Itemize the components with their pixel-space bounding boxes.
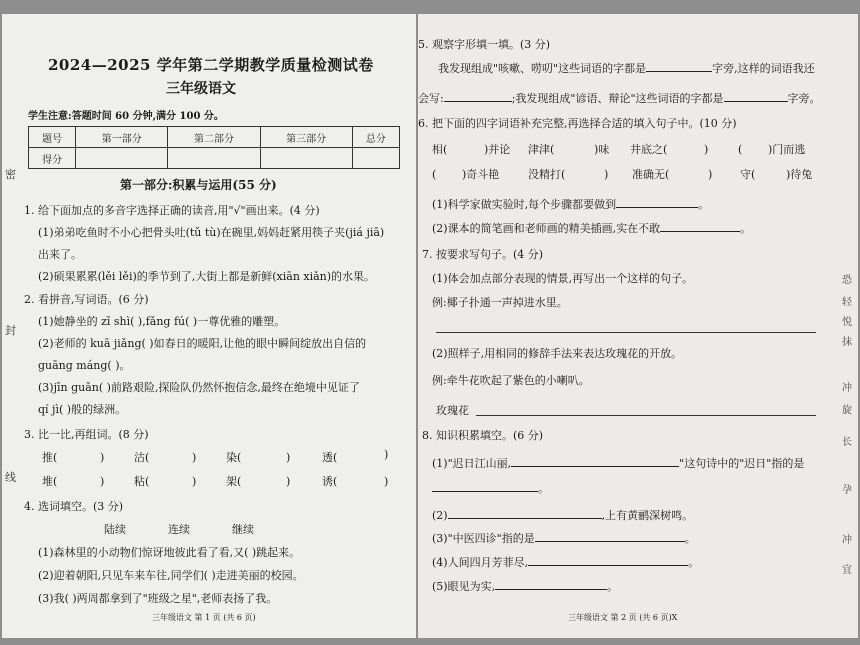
q6-blank-2[interactable] xyxy=(660,220,740,232)
score-cell[interactable] xyxy=(352,148,399,169)
q2-sentence-3b: qí jì( )般的绿洲。 xyxy=(38,403,127,416)
score-cell[interactable] xyxy=(168,148,260,169)
q3-char-6: 粘( xyxy=(134,475,150,488)
q8-blank-6[interactable] xyxy=(495,578,607,590)
exam-subtitle: 三年级语文 xyxy=(166,81,236,97)
gutter-char: 宜 xyxy=(842,565,852,576)
q2-sentence-2a: (2)老师的 kuā jiǎng( )如春日的暖阳,让他的眼中瞬间绽放出自信的 xyxy=(38,337,367,350)
q5-line-2 xyxy=(418,90,821,106)
q5-stem: 5. 观察字形填一填。(3 分) xyxy=(418,38,551,51)
q6-sentence-1 xyxy=(432,196,709,212)
q8-blank-4[interactable] xyxy=(535,530,685,542)
q8-item-4 xyxy=(432,554,699,570)
q5-blank-1[interactable] xyxy=(646,60,712,72)
q3-char-3: 染( xyxy=(226,451,242,464)
q3-char-2: 沽( xyxy=(134,451,150,464)
q7-answer-line-1[interactable] xyxy=(436,332,816,333)
page-1-footer: 三年级语文 第 1 页 (共 6 页) xyxy=(152,613,256,622)
q2-sentence-3a: (3)jīn guǎn( )前路艰险,探险队仍然怀抱信念,最终在绝境中见证了 xyxy=(38,381,360,394)
q6-word-4b: )门而逃 xyxy=(768,143,806,156)
part1-title: 第一部分:积累与运用(55 分) xyxy=(120,178,277,192)
q3-paren-close: ) xyxy=(286,451,291,464)
q6-sentence-2 xyxy=(432,220,751,236)
gutter-char: 悦 xyxy=(842,317,852,328)
q6-word-1a: 相( xyxy=(432,143,448,156)
score-header-cell: 第二部分 xyxy=(168,127,260,148)
score-row-label: 得分 xyxy=(29,148,76,169)
q8-item-5-text: (5)眼见为实, xyxy=(432,580,496,593)
q8-item-4-text: (4)人间四月芳菲尽, xyxy=(432,556,529,569)
q4-option-3: 继续 xyxy=(232,523,254,536)
q3-char-5: 堆( xyxy=(42,475,58,488)
q3-paren-close: ) xyxy=(384,448,389,461)
q8-blank-3[interactable] xyxy=(448,507,602,519)
q7-example-2: 例:牵牛花吹起了紫色的小喇叭。 xyxy=(432,374,590,387)
q6-word-4a: ( xyxy=(738,143,743,156)
q6-sentence-1-text: (1)科学家做实验时,每个步骤都要做到 xyxy=(432,198,617,211)
q8-period-1: 。 xyxy=(538,482,549,495)
score-header-cell: 总分 xyxy=(352,127,399,148)
q2-sentence-2b: guāng máng( )。 xyxy=(38,359,131,372)
q8-period-2: 。 xyxy=(684,532,696,545)
q5-text-3: 会写: xyxy=(418,92,444,105)
q3-paren-close: ) xyxy=(100,451,105,464)
q8-blank-2[interactable] xyxy=(432,480,538,492)
gutter-char: 旋 xyxy=(842,405,852,416)
q7-task-1: (1)体会加点部分表现的情景,再写出一个这样的句子。 xyxy=(432,272,694,285)
q2-sentence-1: (1)她静坐的 zī shì( ),fǎng fú( )一尊优雅的雕塑。 xyxy=(38,315,286,328)
q8-item-3 xyxy=(432,530,696,546)
q6-period-1: 。 xyxy=(698,198,710,211)
q8-item-5 xyxy=(432,578,618,594)
q7-task-2: (2)照样子,用相同的修辞手法来表达玫瑰花的开放。 xyxy=(432,347,683,360)
gutter-char: 轻 xyxy=(842,297,852,308)
q3-paren-close: ) xyxy=(192,451,197,464)
q3-paren-close: ) xyxy=(286,475,291,488)
q6-stem: 6. 把下面的四字词语补充完整,再选择合适的填入句子中。(10 分) xyxy=(418,117,737,130)
q6-sentence-2-text: (2)课本的简笔画和老师画的精美插画,实在不敢 xyxy=(432,222,661,235)
score-header-cell: 题号 xyxy=(29,127,76,148)
q7-example-1: 例:椰子扑通一声掉进水里。 xyxy=(432,296,568,309)
gutter-char: 孕 xyxy=(842,485,852,496)
exam-title: 2024—2025 学年第二学期教学质量检测试卷 xyxy=(48,56,374,74)
q6-word-7a: 准确无( xyxy=(632,168,670,181)
q6-word-2b: )味 xyxy=(594,143,610,156)
q3-stem: 3. 比一比,再组词。(8 分) xyxy=(24,428,149,441)
gutter-char: 长 xyxy=(842,437,852,448)
q6-word-1b: )并论 xyxy=(484,143,511,156)
exam-page-1 xyxy=(2,14,416,638)
seal-mark-mi: 密 xyxy=(5,168,16,181)
gutter-char: 抹 xyxy=(842,337,852,348)
q4-sentence-2: (2)迎着朝阳,只见车来车往,同学们( )走进美丽的校园。 xyxy=(38,569,304,582)
score-table xyxy=(28,126,400,169)
gutter-char: 恐 xyxy=(842,275,852,286)
score-cell[interactable] xyxy=(260,148,352,169)
q6-word-8b: )待兔 xyxy=(786,168,813,181)
q5-text-4: ;我发现组成"谚语、辩论"这些词语的字都是 xyxy=(511,92,724,105)
q8-blank-5[interactable] xyxy=(528,554,688,566)
q8-item-2-text-b: ,上有黄鹂深树鸣。 xyxy=(601,509,694,522)
q8-blank-1[interactable] xyxy=(511,455,679,467)
q8-item-1-text-a: (1)"迟日江山丽, xyxy=(432,457,512,470)
q8-stem: 8. 知识积累填空。(6 分) xyxy=(422,429,544,442)
student-notice: 学生注意:答题时间 60 分钟,满分 100 分。 xyxy=(28,111,224,122)
q4-option-2: 连续 xyxy=(168,523,190,536)
q3-char-8: 诱( xyxy=(322,475,338,488)
q5-blank-3[interactable] xyxy=(724,90,788,102)
q6-word-5a: ( xyxy=(432,168,437,181)
q6-word-6b: ) xyxy=(604,168,609,181)
score-cell[interactable] xyxy=(76,148,168,169)
q3-paren-close: ) xyxy=(192,475,197,488)
q8-period-4: 。 xyxy=(607,580,619,593)
q8-period-3: 。 xyxy=(688,556,700,569)
q8-item-3-text: (3)"中医四诊"指的是 xyxy=(432,532,535,545)
score-table-header-row xyxy=(29,127,400,148)
q6-word-5b: )奇斗艳 xyxy=(462,168,500,181)
q3-char-4: 透( xyxy=(322,451,338,464)
q7-answer-line-2[interactable] xyxy=(476,415,816,416)
q6-blank-1[interactable] xyxy=(616,196,698,208)
q6-word-8a: 守( xyxy=(740,168,756,181)
seal-mark-feng: 封 xyxy=(5,324,16,337)
q1-stem: 1. 给下面加点的多音字选择正确的读音,用"√"画出来。(4 分) xyxy=(24,204,320,217)
q5-line-1 xyxy=(438,60,815,76)
q4-sentence-1: (1)森林里的小动物们惊讶地彼此看了看,又( )跳起来。 xyxy=(38,546,301,559)
q8-item-1-cont xyxy=(432,480,549,496)
q5-text-1: 我发现组成"咳嗽、唠叨"这些词语的字都是 xyxy=(438,62,647,75)
page-2-footer: 三年级语文 第 2 页 (共 6 页)X xyxy=(568,613,678,622)
q6-word-7b: ) xyxy=(708,168,713,181)
q3-char-1: 推( xyxy=(42,451,58,464)
q7-stem: 7. 按要求写句子。(4 分) xyxy=(422,248,544,261)
q1-sentence-1b: 出来了。 xyxy=(38,248,82,261)
q1-sentence-1a: (1)弟弟吃鱼时不小心把骨头吐(tǔ tù)在碗里,妈妈赶紧用筷子夹(jiá jiā) xyxy=(38,226,385,239)
q1-sentence-2: (2)硕果累累(lěi lěi)的季节到了,大街上都是新鲜(xiān xiǎn)的水果。 xyxy=(38,270,376,283)
exam-page-2 xyxy=(418,14,858,638)
q3-char-7: 架( xyxy=(226,475,242,488)
q6-period-2: 。 xyxy=(740,222,752,235)
q8-item-1-text-b: "这句诗中的"迟日"指的是 xyxy=(679,457,805,470)
q6-word-2a: 津津( xyxy=(528,143,555,156)
q6-word-3a: 井底之( xyxy=(630,143,668,156)
q5-blank-2[interactable] xyxy=(444,90,512,102)
gutter-char: 冲 xyxy=(842,383,852,394)
score-table-score-row xyxy=(29,148,400,169)
seal-mark-xian: 线 xyxy=(5,471,16,484)
score-header-cell: 第一部分 xyxy=(76,127,168,148)
q3-paren-close: ) xyxy=(384,475,389,488)
q8-item-1 xyxy=(432,455,804,471)
q3-paren-close: ) xyxy=(100,475,105,488)
q4-stem: 4. 选词填空。(3 分) xyxy=(24,500,124,513)
q4-sentence-3: (3)我( )两周都拿到了"班级之星",老师表扬了我。 xyxy=(38,592,278,605)
q4-option-1: 陆续 xyxy=(104,523,126,536)
q6-word-3b: ) xyxy=(704,143,709,156)
score-header-cell: 第三部分 xyxy=(260,127,352,148)
q2-stem: 2. 看拼音,写词语。(6 分) xyxy=(24,293,149,306)
q6-word-6a: 没精打( xyxy=(528,168,566,181)
q8-item-2 xyxy=(432,507,693,523)
q5-text-2: 字旁,这样的词语我还 xyxy=(712,62,815,75)
q7-rose-prompt: 玫瑰花 xyxy=(436,404,469,417)
gutter-char: 冲 xyxy=(842,535,852,546)
q8-item-2-text-a: (2) xyxy=(432,509,448,522)
q5-text-5: 字旁。 xyxy=(787,92,821,105)
